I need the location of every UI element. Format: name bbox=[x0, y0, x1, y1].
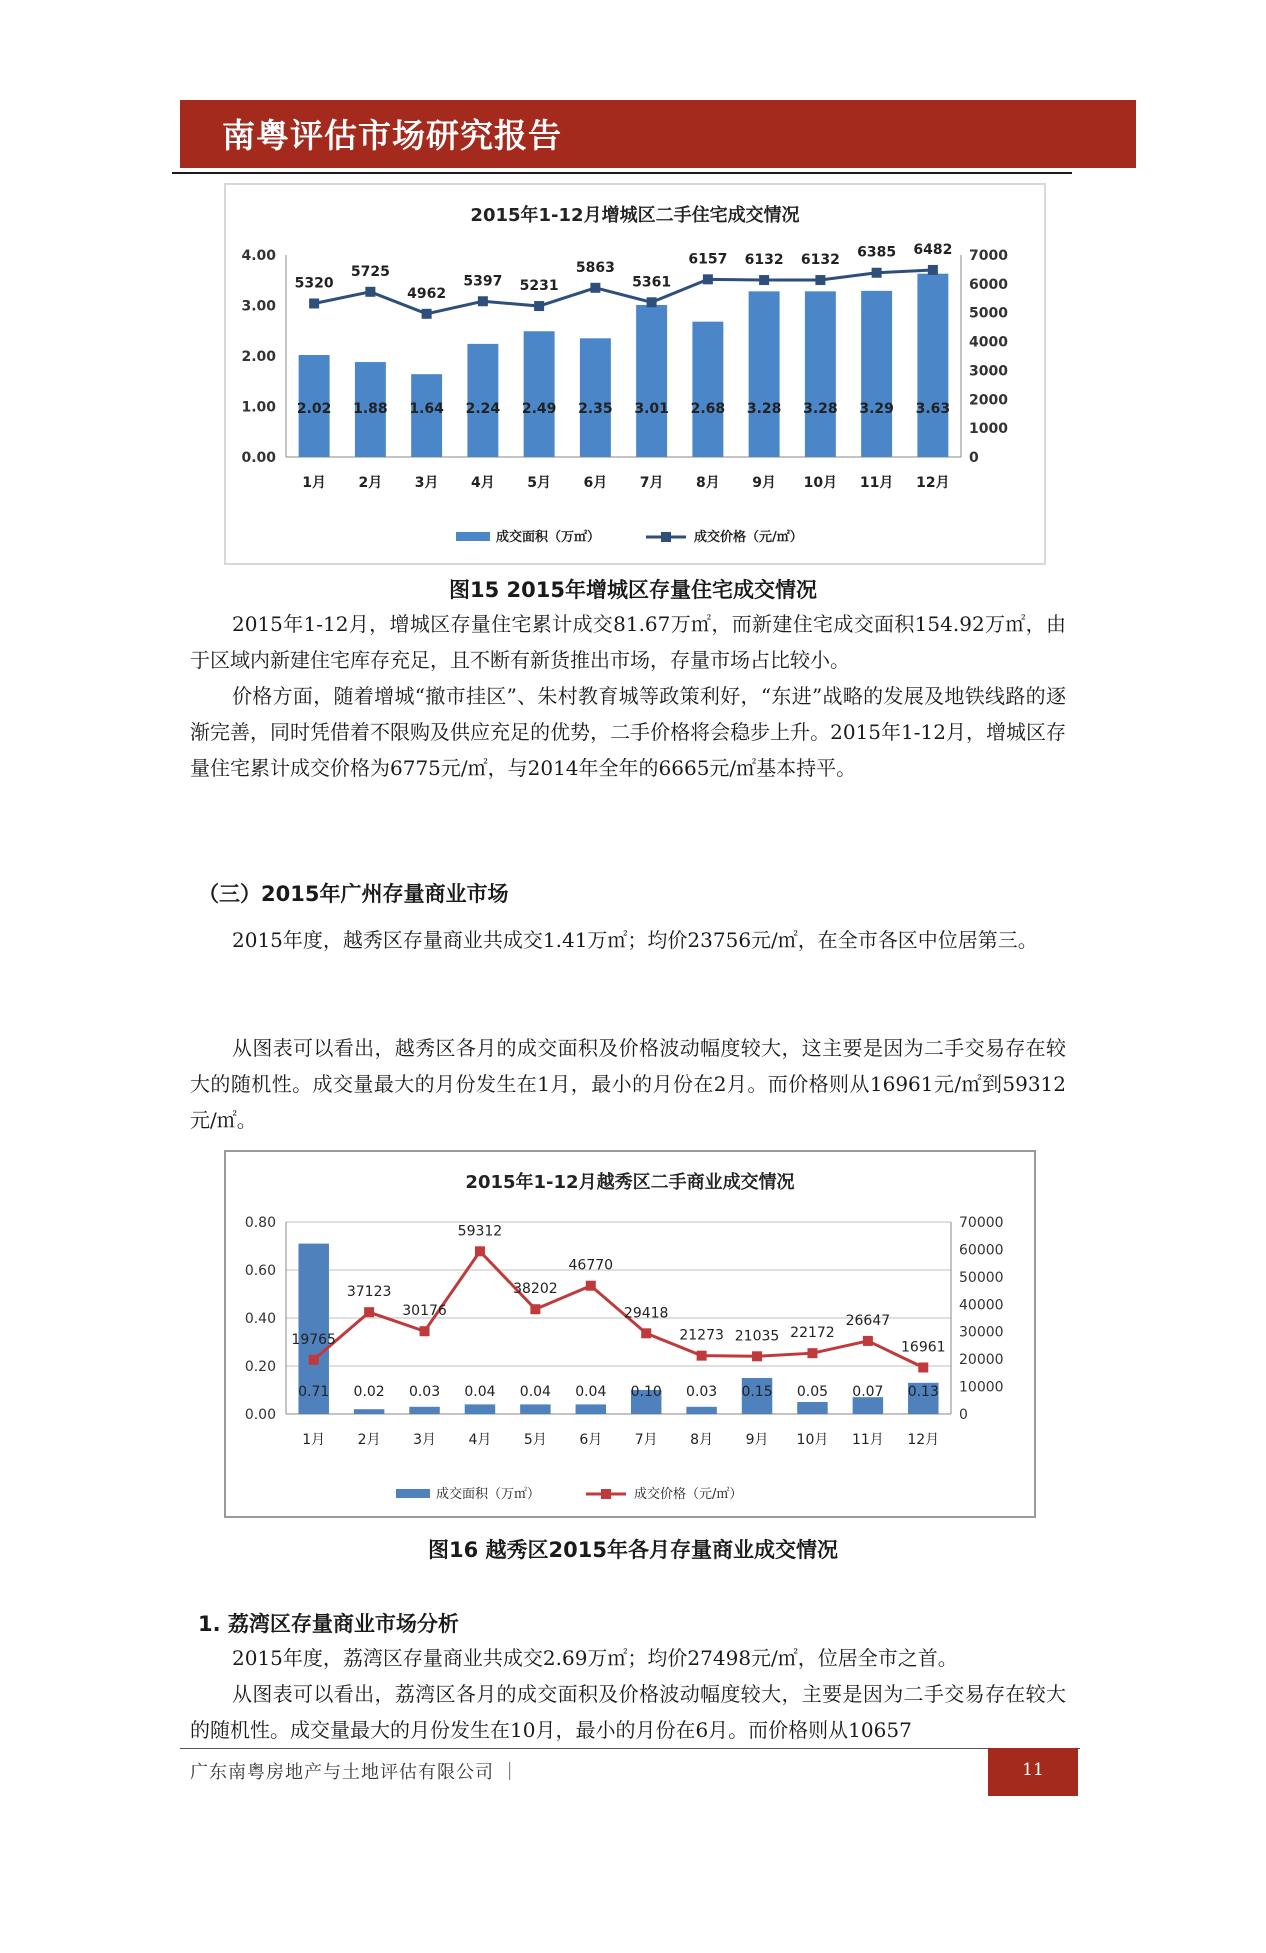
bar bbox=[576, 1404, 606, 1414]
line-point bbox=[420, 1326, 430, 1336]
y-right-tick-label: 1000 bbox=[969, 421, 1008, 438]
y-left-tick-label: 1.00 bbox=[241, 399, 276, 416]
report-title: 南粤评估市场研究报告 bbox=[222, 116, 562, 155]
x-tick-label: 11月 bbox=[851, 1432, 884, 1448]
figure-caption-15: 图15 2015年增城区存量住宅成交情况 bbox=[449, 578, 817, 602]
x-tick-label: 3月 bbox=[414, 475, 439, 491]
paragraph-line: 2015年1-12月，增城区存量住宅累计成交81.67万㎡，而新建住宅成交面积154.92万㎡，由于区域内新建住宅库存充足，且不断有新货推出市场，存量市场占比较小。 bbox=[190, 612, 1066, 672]
chart-title: 2015年1-12月越秀区二手商业成交情况 bbox=[465, 1172, 795, 1193]
line-data-label: 38202 bbox=[513, 1281, 558, 1298]
line-data-label: 19765 bbox=[291, 1331, 336, 1348]
line-data-label: 6132 bbox=[744, 252, 784, 269]
bar-data-label: 1.64 bbox=[409, 401, 444, 417]
paragraph-line: 2015年度，荔湾区存量商业共成交2.69万㎡；均价27498元/㎡，位居全市之首。 bbox=[232, 1646, 958, 1670]
paragraph-yuexiu-analysis bbox=[190, 1030, 1066, 1138]
y-right-tick-label: 0 bbox=[959, 1407, 968, 1423]
x-tick-label: 2月 bbox=[358, 475, 383, 491]
y-left-tick-label: 3.00 bbox=[241, 298, 276, 315]
x-tick-label: 8月 bbox=[690, 1432, 714, 1448]
x-tick-label: 9月 bbox=[745, 1432, 769, 1448]
line-point bbox=[365, 287, 375, 297]
line-point bbox=[641, 1328, 651, 1338]
line-point bbox=[807, 1348, 817, 1358]
line-point bbox=[815, 275, 825, 285]
line-point bbox=[697, 1351, 707, 1361]
paragraph-line: 价格方面，随着增城“撤市挂区”、朱村教育城等政策利好，“东进”战略的发展及地铁线路的逐渐完善，同时凭借着不限购及供应充足的优势，二手价格将会稳步上升。2015年1-12月，增城区存量住宅累计成交价格为6775元/㎡，与2014年全年的6665元/㎡基本持平。 bbox=[190, 684, 1066, 780]
bar-data-label: 0.03 bbox=[408, 1384, 441, 1400]
y-right-tick-label: 70000 bbox=[959, 1215, 1004, 1231]
bar bbox=[409, 1407, 439, 1414]
bar-data-label: 0.04 bbox=[464, 1384, 496, 1400]
y-left-tick-label: 0.20 bbox=[244, 1359, 276, 1375]
bar bbox=[746, 291, 782, 457]
x-tick-label: 9月 bbox=[752, 475, 776, 491]
section-heading-commercial: （三）2015年广州存量商业市场 bbox=[198, 882, 509, 906]
line-data-label: 26647 bbox=[845, 1312, 891, 1329]
paragraph-text: 从图表可以看出，越秀区各月的成交面积及价格波动幅度较大，这主要是因为二手交易存在较大的随机性。成交量最大的月份发生在1月，最小的月份在2月。而价格则从16961元/㎡到59312元/㎡。 bbox=[190, 1036, 1066, 1132]
line-data-label: 22172 bbox=[790, 1325, 835, 1342]
bar-data-label: 0.07 bbox=[852, 1384, 884, 1400]
line-data-label: 5361 bbox=[632, 274, 672, 291]
bar-data-label: 0.04 bbox=[519, 1384, 551, 1400]
x-tick-label: 12月 bbox=[907, 1432, 940, 1448]
bar bbox=[692, 322, 723, 457]
line-point bbox=[309, 298, 319, 308]
bar-data-label: 3.29 bbox=[859, 401, 894, 417]
x-tick-label: 12月 bbox=[916, 475, 950, 491]
line-data-label: 5320 bbox=[294, 275, 334, 292]
footer-company: 广东南粤房地产与土地评估有限公司 ｜ bbox=[190, 1762, 520, 1783]
line-data-label: 21035 bbox=[734, 1328, 780, 1345]
line-data-label: 6132 bbox=[800, 252, 840, 269]
chart-yuexiu-commercial bbox=[224, 1150, 1036, 1518]
line-point bbox=[590, 283, 600, 293]
chart2-svg bbox=[226, 1152, 1034, 1516]
line-data-label: 16961 bbox=[901, 1339, 946, 1356]
y-right-tick-label: 0 bbox=[969, 450, 979, 466]
line-data-label: 4962 bbox=[407, 285, 447, 302]
bar-data-label: 3.28 bbox=[746, 401, 782, 417]
line-data-label: 59312 bbox=[457, 1223, 503, 1240]
bar bbox=[797, 1402, 827, 1414]
legend-label-line: 成交价格（元/㎡） bbox=[634, 1487, 743, 1502]
line-point bbox=[863, 1336, 873, 1346]
line-data-label: 5863 bbox=[575, 259, 615, 276]
x-tick-label: 5月 bbox=[523, 1432, 547, 1448]
legend-swatch-bar bbox=[396, 1489, 430, 1498]
x-tick-label: 4月 bbox=[471, 475, 495, 491]
figure-caption-16: 图16 越秀区2015年各月存量商业成交情况 bbox=[428, 1538, 838, 1562]
legend-label-line: 成交价格（元/㎡） bbox=[694, 530, 803, 545]
line-point bbox=[478, 296, 488, 306]
bar bbox=[686, 1407, 716, 1414]
y-right-tick-label: 60000 bbox=[959, 1242, 1004, 1259]
page-number: 11 bbox=[1022, 1760, 1044, 1780]
y-right-tick-label: 2000 bbox=[969, 392, 1008, 409]
line-point bbox=[928, 265, 938, 275]
y-right-tick-label: 6000 bbox=[969, 276, 1008, 293]
legend-label-bar: 成交面积（万㎡） bbox=[436, 1487, 541, 1502]
x-tick-label: 8月 bbox=[696, 475, 720, 491]
line-data-label: 46770 bbox=[568, 1257, 614, 1274]
header-rule bbox=[172, 172, 1072, 174]
line-point bbox=[530, 1304, 540, 1314]
x-tick-label: 1月 bbox=[302, 1432, 326, 1448]
y-right-tick-label: 5000 bbox=[969, 305, 1008, 322]
bar-data-label: 3.01 bbox=[634, 401, 669, 417]
bar-data-label: 2.35 bbox=[578, 401, 613, 417]
x-tick-label: 7月 bbox=[639, 475, 664, 491]
y-left-tick-label: 4.00 bbox=[241, 248, 276, 264]
x-tick-label: 3月 bbox=[413, 1432, 437, 1448]
line-data-label: 21273 bbox=[679, 1327, 724, 1344]
paragraph-yuexiu-summary bbox=[190, 922, 1066, 958]
x-tick-label: 6月 bbox=[579, 1432, 603, 1448]
line-data-label: 37123 bbox=[346, 1284, 392, 1301]
chart-title: 2015年1-12月增城区二手住宅成交情况 bbox=[470, 205, 800, 226]
y-right-tick-label: 40000 bbox=[959, 1297, 1004, 1314]
line-point bbox=[872, 268, 882, 278]
y-left-tick-label: 0.60 bbox=[244, 1263, 276, 1279]
legend-label-bar: 成交面积（万㎡） bbox=[496, 530, 601, 545]
y-right-tick-label: 20000 bbox=[959, 1352, 1004, 1369]
line-data-label: 6482 bbox=[913, 241, 953, 258]
y-left-tick-label: 0.40 bbox=[244, 1311, 276, 1327]
paragraph-zengcheng bbox=[190, 606, 1066, 786]
bar bbox=[861, 291, 892, 457]
chart-zengcheng-residential bbox=[224, 183, 1046, 565]
bar bbox=[580, 338, 611, 457]
bar-data-label: 0.10 bbox=[630, 1384, 662, 1400]
line-point bbox=[647, 297, 657, 307]
bar-data-label: 3.63 bbox=[915, 401, 951, 417]
x-tick-label: 10月 bbox=[803, 475, 838, 491]
line-point bbox=[534, 301, 544, 311]
line-data-label: 5397 bbox=[463, 273, 503, 290]
legend-swatch-marker bbox=[601, 1489, 611, 1499]
line-data-label: 30176 bbox=[402, 1303, 447, 1320]
legend-swatch-marker bbox=[661, 532, 671, 542]
bar bbox=[354, 1409, 384, 1414]
bar-data-label: 0.02 bbox=[353, 1384, 385, 1400]
x-tick-label: 5月 bbox=[527, 475, 551, 491]
y-left-tick-label: 0.80 bbox=[244, 1215, 276, 1231]
line-data-label: 6385 bbox=[857, 244, 897, 261]
line-point bbox=[364, 1307, 374, 1317]
bar bbox=[520, 1404, 550, 1414]
bar bbox=[521, 331, 557, 457]
y-right-tick-label: 30000 bbox=[959, 1324, 1004, 1341]
bar-data-label: 1.88 bbox=[353, 401, 388, 417]
paragraph-liwan bbox=[190, 1640, 1066, 1748]
x-tick-label: 6月 bbox=[583, 475, 608, 491]
line-point bbox=[703, 274, 713, 284]
line-point bbox=[309, 1355, 319, 1365]
x-tick-label: 11月 bbox=[859, 475, 894, 491]
bar-data-label: 2.02 bbox=[296, 401, 332, 417]
bar bbox=[465, 1404, 495, 1414]
line-point bbox=[918, 1362, 928, 1372]
y-left-tick-label: 2.00 bbox=[241, 349, 276, 365]
bar-data-label: 0.03 bbox=[686, 1384, 718, 1400]
x-tick-label: 10月 bbox=[796, 1432, 829, 1448]
bar-data-label: 0.04 bbox=[575, 1384, 607, 1400]
section-heading-liwan: 1. 荔湾区存量商业市场分析 bbox=[198, 1612, 459, 1636]
line-data-label: 29418 bbox=[623, 1305, 669, 1322]
bar-data-label: 2.24 bbox=[465, 401, 501, 417]
y-right-tick-label: 7000 bbox=[969, 248, 1008, 264]
bar-data-label: 0.15 bbox=[741, 1384, 773, 1400]
line-data-label: 5231 bbox=[519, 278, 559, 295]
bar bbox=[917, 274, 948, 457]
x-tick-label: 7月 bbox=[634, 1432, 658, 1448]
bar-data-label: 0.13 bbox=[907, 1384, 939, 1400]
line-point bbox=[422, 309, 432, 319]
footer-rule bbox=[180, 1748, 1080, 1749]
x-tick-label: 2月 bbox=[357, 1432, 381, 1448]
bar-data-label: 0.71 bbox=[298, 1384, 330, 1400]
y-right-tick-label: 3000 bbox=[969, 363, 1008, 380]
line-point bbox=[759, 275, 769, 285]
chart1-svg bbox=[226, 185, 1044, 563]
bar bbox=[805, 291, 836, 457]
x-tick-label: 1月 bbox=[302, 475, 326, 491]
bar-data-label: 2.68 bbox=[690, 401, 726, 417]
y-right-tick-label: 4000 bbox=[969, 334, 1008, 351]
legend-swatch-bar bbox=[456, 532, 490, 541]
bar-data-label: 2.49 bbox=[521, 401, 557, 417]
y-right-tick-label: 10000 bbox=[959, 1379, 1004, 1396]
line-point bbox=[752, 1351, 762, 1361]
x-tick-label: 4月 bbox=[468, 1432, 492, 1448]
paragraph-text: 2015年度，越秀区存量商业共成交1.41万㎡；均价23756元/㎡，在全市各区中位居第三。 bbox=[232, 928, 1038, 952]
bar-data-label: 0.05 bbox=[796, 1384, 829, 1400]
line-data-label: 6157 bbox=[688, 251, 728, 268]
bar-data-label: 3.28 bbox=[803, 401, 838, 417]
y-right-tick-label: 50000 bbox=[959, 1269, 1004, 1286]
line-point bbox=[475, 1246, 485, 1256]
paragraph-line: 从图表可以看出，荔湾区各月的成交面积及价格波动幅度较大，主要是因为二手交易存在较大的随机性。成交量最大的月份发生在10月，最小的月份在6月。而价格则从10657 bbox=[190, 1682, 1066, 1742]
y-left-tick-label: 0.00 bbox=[241, 450, 276, 466]
bar bbox=[636, 305, 667, 457]
line-data-label: 5725 bbox=[350, 263, 390, 280]
line-point bbox=[586, 1281, 596, 1291]
y-left-tick-label: 0.00 bbox=[244, 1407, 276, 1423]
